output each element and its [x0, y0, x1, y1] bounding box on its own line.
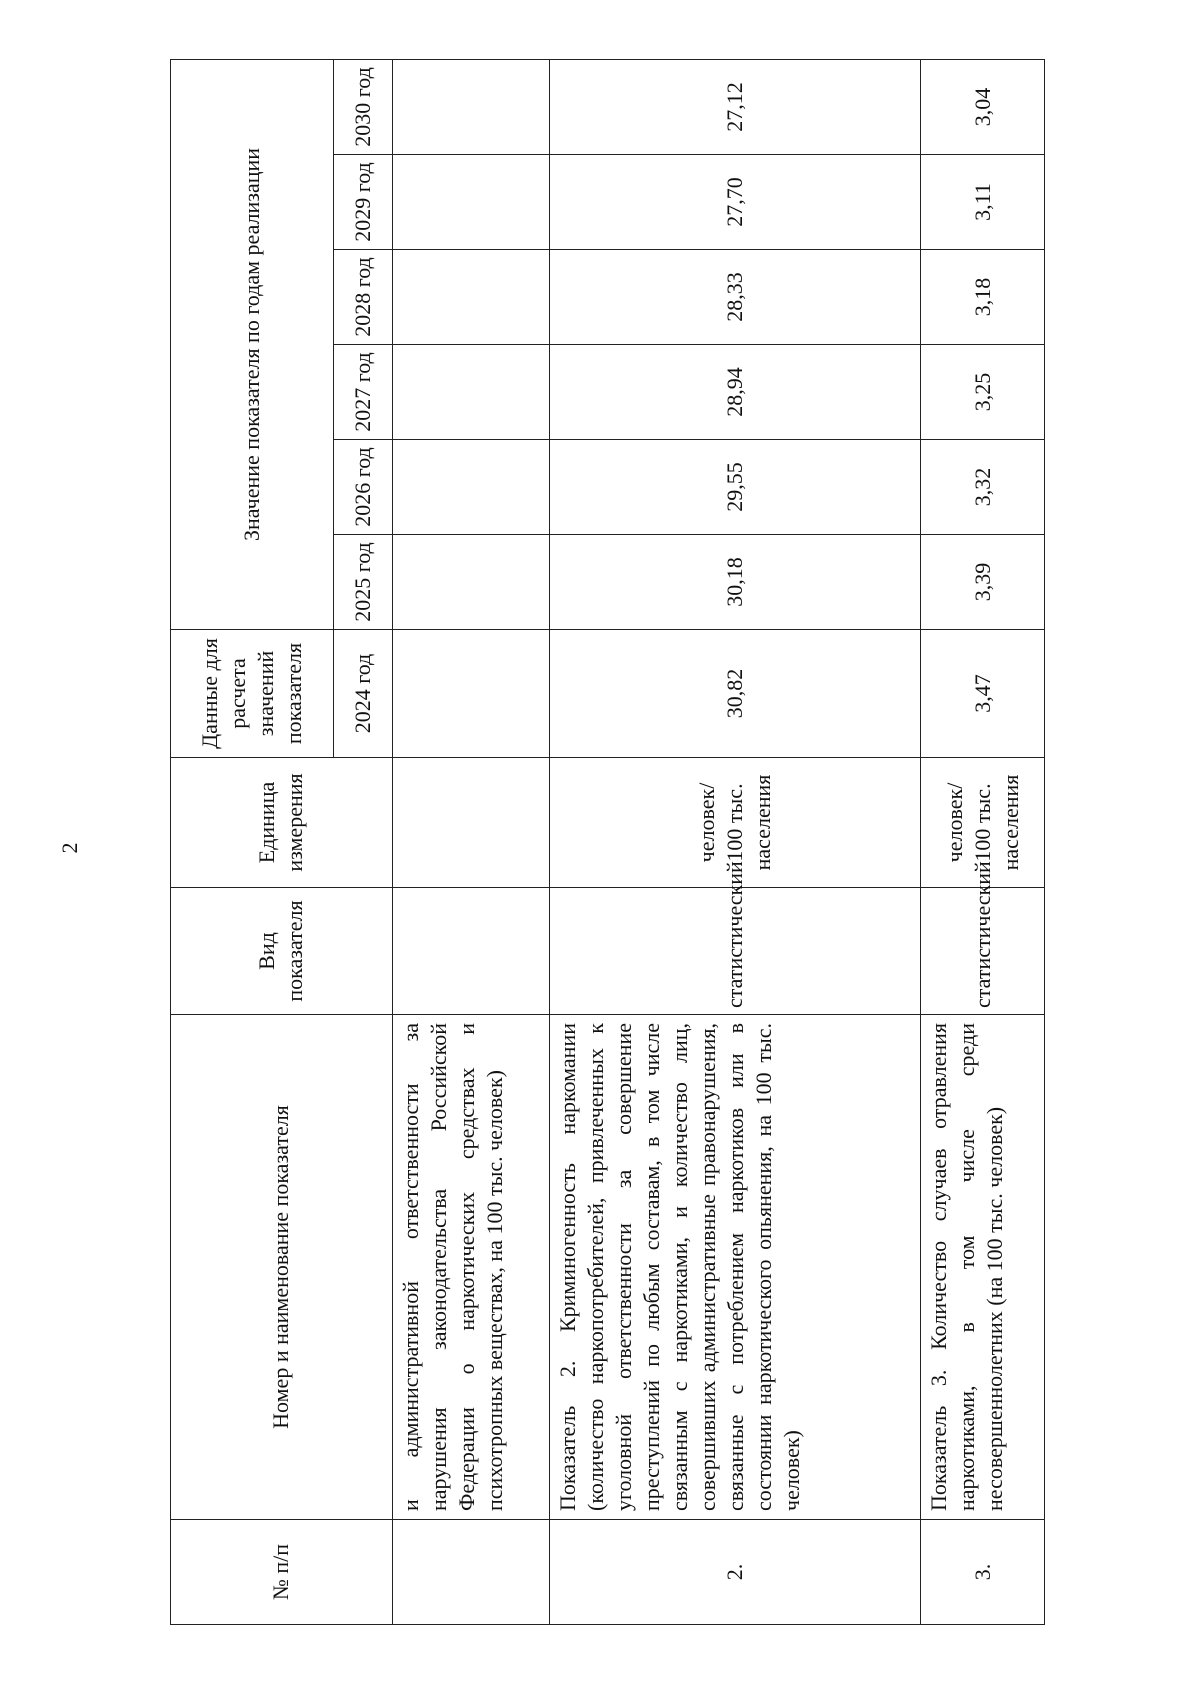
row-value-2030: 27,12: [550, 59, 921, 154]
row-num: 3.: [921, 1520, 1045, 1625]
table-row: [392, 59, 549, 1624]
row-value-2026: 29,55: [550, 440, 921, 535]
page-number: 2: [57, 842, 82, 854]
row-value-2030: [392, 59, 549, 154]
row-value-2027: 28,94: [550, 345, 921, 440]
header-values: Значение показателя по годам реализации: [171, 59, 334, 629]
header-year-2030: 2030 год: [334, 59, 392, 154]
row-value-2029: 3,11: [921, 155, 1045, 250]
header-year-2029: 2029 год: [334, 155, 392, 250]
row-value-2028: 3,18: [921, 250, 1045, 345]
header-year-2027: 2027 год: [334, 345, 392, 440]
row-value-2027: [392, 345, 549, 440]
header-year-2026: 2026 год: [334, 440, 392, 535]
row-base: [392, 630, 549, 758]
rotated-table-page: [170, 60, 1045, 1625]
header-row-1: [171, 59, 334, 1624]
row-value-2025: [392, 535, 549, 630]
row-type: [392, 888, 549, 1015]
indicators-table: [170, 59, 1045, 1625]
row-num: 2.: [550, 1520, 921, 1625]
table-row: [550, 59, 921, 1624]
header-base-year: 2024 год: [334, 630, 392, 758]
row-base: 30,82: [550, 630, 921, 758]
row-value-2026: 3,32: [921, 440, 1045, 535]
header-base: Данные для расчета значений показателя: [171, 630, 334, 758]
header-type: Вид показателя: [171, 888, 393, 1015]
header-year-2025: 2025 год: [334, 535, 392, 630]
row-base: 3,47: [921, 630, 1045, 758]
row-value-2030: 3,04: [921, 59, 1045, 154]
header-year-2028: 2028 год: [334, 250, 392, 345]
row-name: Показатель 2. Криминогенность наркомании (количество наркопотребителей, привлеченных к уголовной ответственности за совершение преступлений по любым составам, в том числе связанным с наркотиками, и количество лиц, совершивших административные правонарушения, связанные с потреблением наркотиков или в состоянии наркотического опьянения, на 100 тыс. человек): [550, 1015, 921, 1520]
header-num: № п/п: [171, 1520, 393, 1625]
row-name: и административной ответственности за нарушения законодательства Российской Федерации о наркотических средствах и психотропных веществах, на 100 тыс. человек): [392, 1015, 549, 1520]
row-unit: [392, 758, 549, 888]
row-value-2029: 27,70: [550, 155, 921, 250]
table-row: [921, 59, 1045, 1624]
row-value-2028: [392, 250, 549, 345]
row-unit: человек/ 100 тыс. населения: [550, 758, 921, 888]
header-name: Номер и наименование показателя: [171, 1015, 393, 1520]
header-unit: Единица измерения: [171, 758, 393, 888]
row-name: Показатель 3. Количество случаев отравления наркотиками, в том числе среди несовершеннолетних (на 100 тыс. человек): [921, 1015, 1045, 1520]
row-value-2029: [392, 155, 549, 250]
row-num: [392, 1520, 549, 1625]
row-value-2027: 3,25: [921, 345, 1045, 440]
row-type: статистический: [921, 888, 1045, 1015]
row-value-2028: 28,33: [550, 250, 921, 345]
row-value-2025: 3,39: [921, 535, 1045, 630]
row-value-2025: 30,18: [550, 535, 921, 630]
row-unit: человек/ 100 тыс. населения: [921, 758, 1045, 888]
row-value-2026: [392, 440, 549, 535]
row-type: статистический: [550, 888, 921, 1015]
